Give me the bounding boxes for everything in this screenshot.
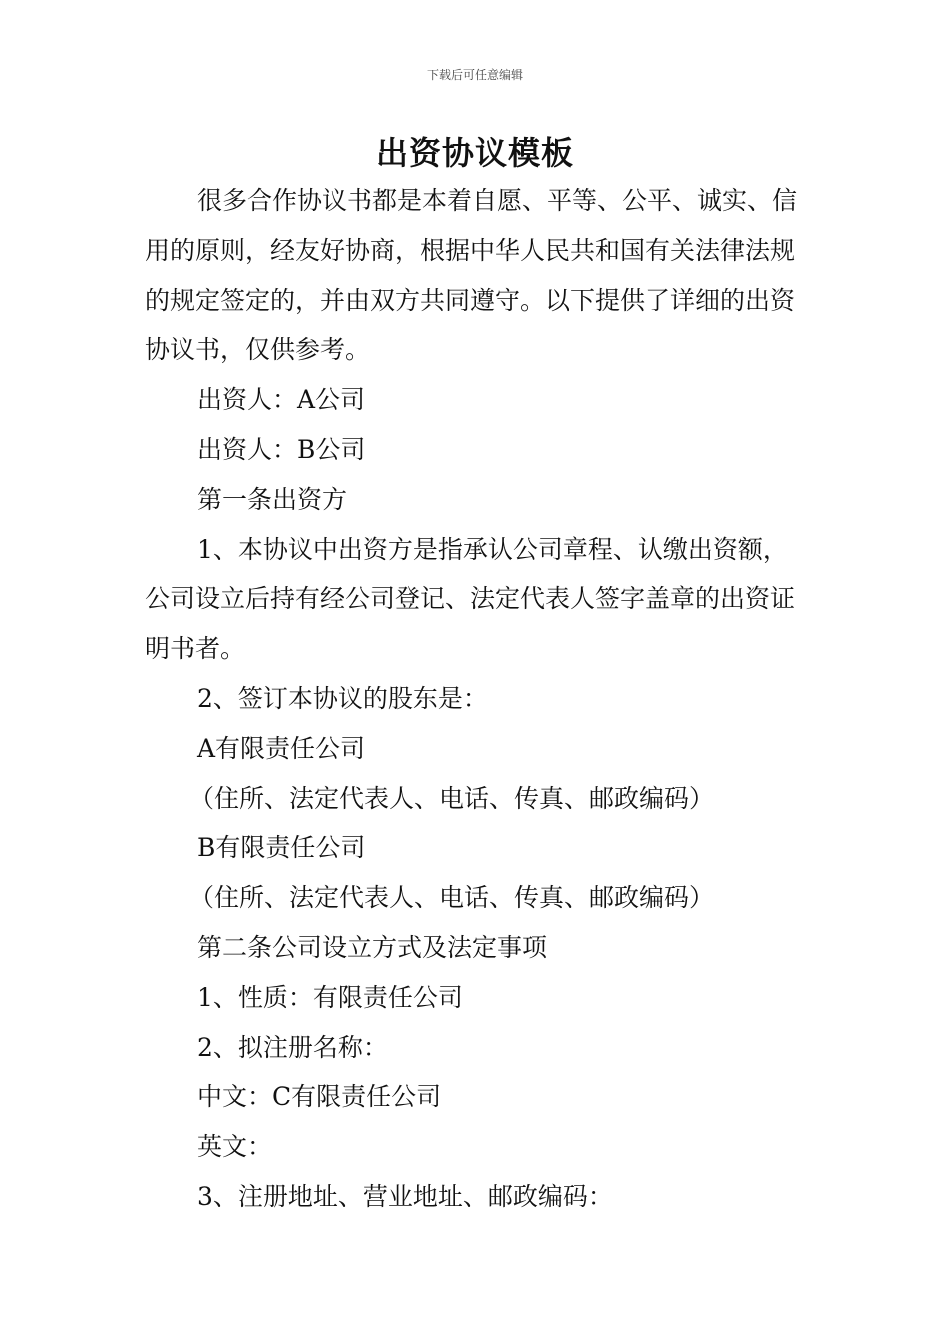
header-note: 下载后可任意编辑	[426, 68, 523, 82]
paragraph-intro: 很多合作协议书都是本着自愿、平等、公平、诚实、信用的原则，经友好协商，根据中华人民共和国有关法律法规的规定签定的，并由双方共同遵守。以下提供了详细的出资协议书，仅供参考。	[145, 186, 798, 365]
paragraph-nature: 1、性质：有限责任公司	[197, 982, 463, 1012]
paragraph-company-b: B有限责任公司	[197, 833, 366, 863]
paragraph-address: 3、注册地址、营业地址、邮政编码：	[197, 1181, 613, 1211]
article-one-heading: 第一条出资方	[197, 484, 348, 514]
paragraph-shareholders-label: 2、签订本协议的股东是：	[197, 683, 488, 713]
paragraph-investor-b: 出资人：B公司	[197, 434, 366, 464]
document-body	[145, 176, 810, 1222]
paragraph-english-name: 英文：	[197, 1132, 273, 1162]
paragraph-company-a: A有限责任公司	[197, 733, 366, 763]
article-two-heading: 第二条公司设立方式及法定事项	[197, 932, 548, 962]
paragraph-investor-definition: 1、本协议中出资方是指承认公司章程、认缴出资额，公司设立后持有经公司登记、法定代表人签字盖章的出资证明书者。	[145, 534, 796, 664]
document-title: 出资协议模板	[375, 134, 574, 172]
paragraph-chinese-name: 中文：C有限责任公司	[197, 1082, 442, 1112]
paragraph-company-a-details: （住所、法定代表人、电话、传真、邮政编码）	[189, 783, 715, 813]
paragraph-proposed-name: 2、拟注册名称：	[197, 1032, 388, 1062]
paragraph-investor-a: 出资人：A公司	[197, 385, 366, 415]
paragraph-company-b-details: （住所、法定代表人、电话、传真、邮政编码）	[189, 883, 715, 913]
